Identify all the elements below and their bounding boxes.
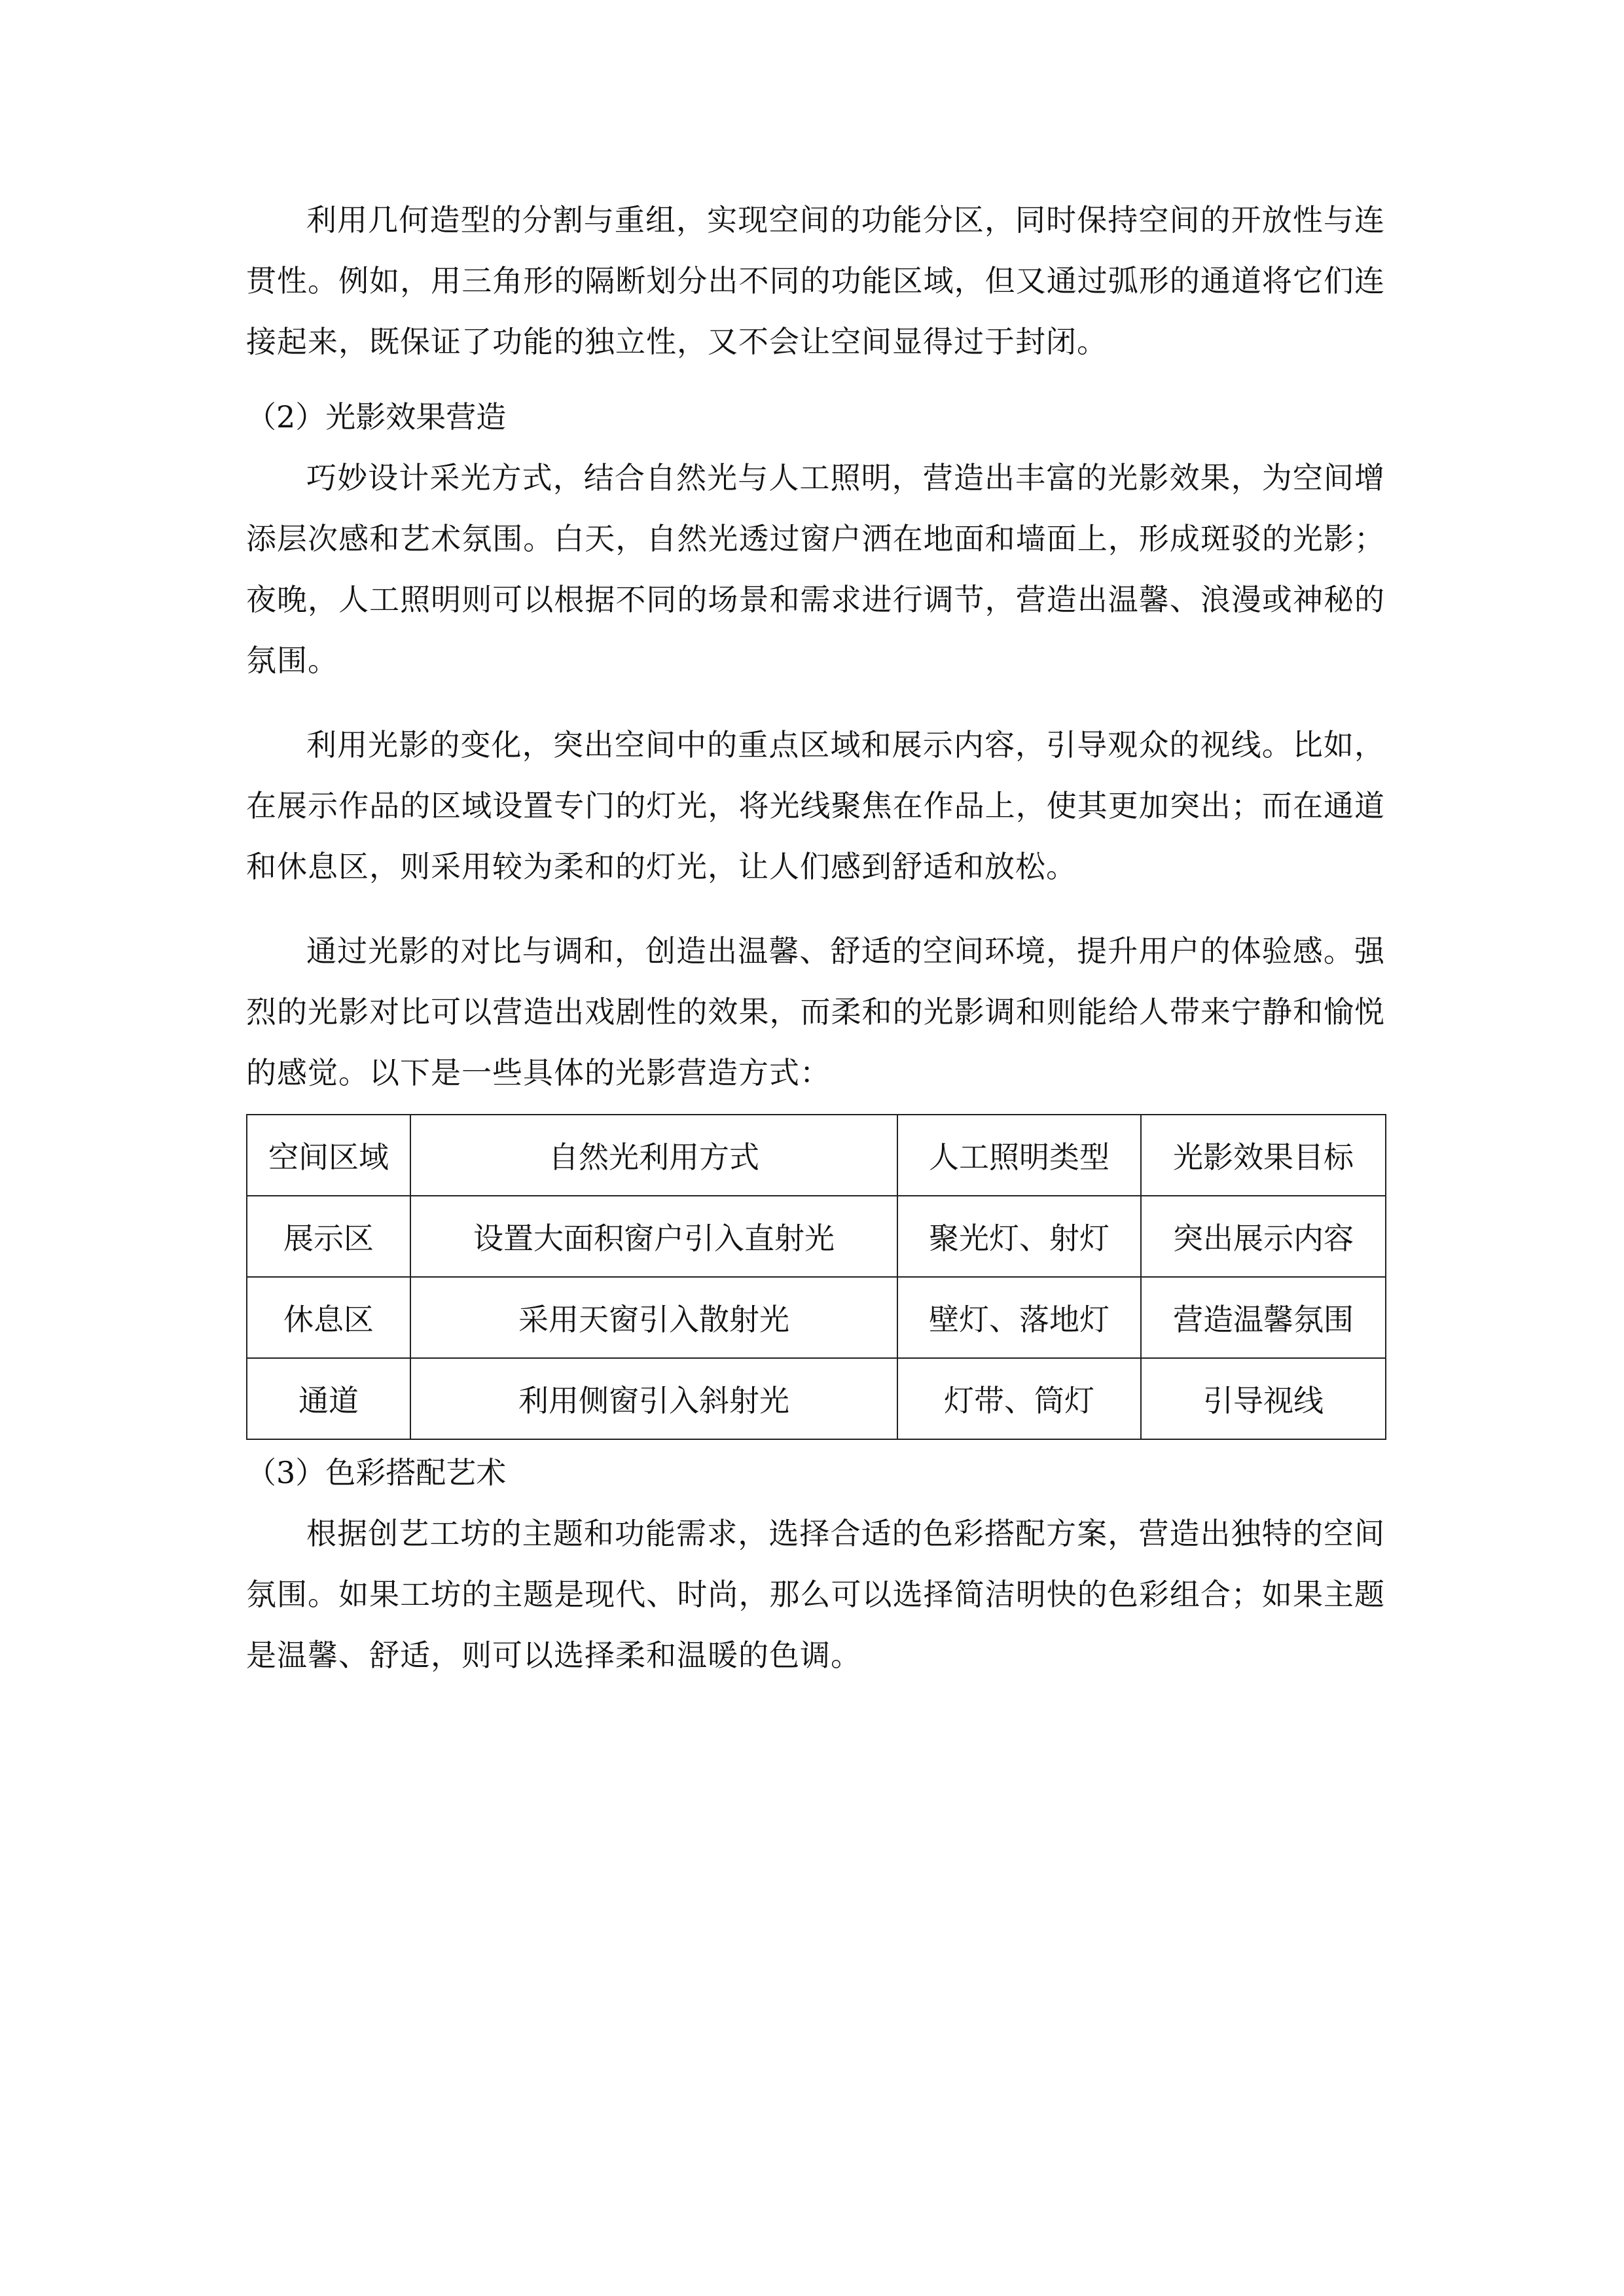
body-paragraph: 通过光影的对比与调和，创造出温馨、舒适的空间环境，提升用户的体验感。强烈的光影对比可以营造出戏剧性的效果，而柔和的光影调和则能给人带来宁静和愉悦的感觉。以下是一些具体的光影营造方式： [246,933,1385,1090]
table-cell: 休息区 [247,1277,410,1358]
table-cell: 突出展示内容 [1141,1196,1386,1277]
body-paragraph: 根据创艺工坊的主题和功能需求，选择合适的色彩搭配方案，营造出独特的空间氛围。如果工坊的主题是现代、时尚，那么可以选择简洁明快的色彩组合；如果主题是温馨、舒适，则可以选择柔和温暖的色调。 [246,1516,1385,1673]
table-cell: 引导视线 [1141,1358,1386,1439]
table-row [247,1277,1386,1358]
section-heading-color: （3）色彩搭配艺术 [246,1455,507,1490]
lighting-table [246,1114,1386,1440]
table-header-cell: 光影效果目标 [1141,1115,1386,1196]
table-cell: 聚光灯、射灯 [897,1196,1141,1277]
table-cell: 灯带、筒灯 [897,1358,1141,1439]
table-cell: 展示区 [247,1196,410,1277]
table-cell: 采用天窗引入散射光 [410,1277,897,1358]
body-paragraph: 利用光影的变化，突出空间中的重点区域和展示内容，引导观众的视线。比如，在展示作品的区域设置专门的灯光，将光线聚焦在作品上，使其更加突出；而在通道和休息区，则采用较为柔和的灯光，让人们感到舒适和放松。 [246,727,1385,884]
table-row [247,1358,1386,1439]
table-header-cell: 人工照明类型 [897,1115,1141,1196]
table-cell: 壁灯、落地灯 [897,1277,1141,1358]
table-header-cell: 空间区域 [247,1115,410,1196]
document-page [246,190,1385,1686]
table-cell: 利用侧窗引入斜射光 [410,1358,897,1439]
body-paragraph: 利用几何造型的分割与重组，实现空间的功能分区，同时保持空间的开放性与连贯性。例如，用三角形的隔断划分出不同的功能区域，但又通过弧形的通道将它们连接起来，既保证了功能的独立性，又不会让空间显得过于封闭。 [246,202,1385,359]
table-cell: 通道 [247,1358,410,1439]
table-header-row [247,1115,1386,1196]
table-cell: 营造温馨氛围 [1141,1277,1386,1358]
table-header-cell: 自然光利用方式 [410,1115,897,1196]
table-cell: 设置大面积窗户引入直射光 [410,1196,897,1277]
table-row [247,1196,1386,1277]
body-paragraph: 巧妙设计采光方式，结合自然光与人工照明，营造出丰富的光影效果，为空间增添层次感和艺术氛围。白天，自然光透过窗户洒在地面和墙面上，形成斑驳的光影；夜晚，人工照明则可以根据不同的场景和需求进行调节，营造出温馨、浪漫或神秘的氛围。 [246,460,1385,678]
section-heading-light: （2）光影效果营造 [246,399,507,435]
